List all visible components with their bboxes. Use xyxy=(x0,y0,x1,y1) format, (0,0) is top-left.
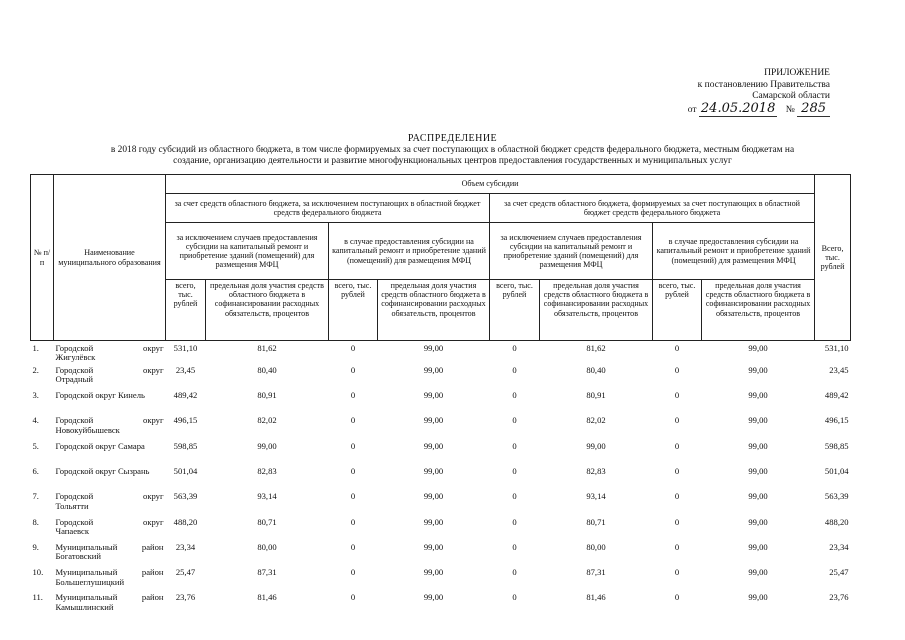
cell-p4: 99,00 xyxy=(748,364,768,375)
subtitle-line-1: в 2018 году субсидий из областного бюджета, в том числе формируемых за счет поступающих в областной бюджет средств федерального бюджета, местным бюджетам на xyxy=(110,145,795,155)
cell-v4: 0 xyxy=(674,364,680,375)
municipality-name xyxy=(54,442,166,467)
cell-p1: 82,83 xyxy=(257,465,277,476)
cell-p1: 81,62 xyxy=(257,343,277,353)
cell-v2: 0 xyxy=(350,415,356,426)
table-row xyxy=(31,416,851,441)
cell-v2: 0 xyxy=(350,567,356,578)
row-number: 4. xyxy=(32,415,39,426)
header-sub-excl-2: за исключением случаев предоставления субсидии на капитальный ремонт и приобретение зданий (помещений) для размещения МФЦ xyxy=(490,223,653,280)
cell-v3: 0 xyxy=(512,364,517,375)
appendix-block xyxy=(650,68,830,116)
table-row xyxy=(31,467,851,492)
table-row xyxy=(31,518,851,543)
cell-p1: 87,31 xyxy=(257,567,277,578)
row-number: 2. xyxy=(32,364,39,375)
municipality-name xyxy=(54,568,166,593)
table-row xyxy=(31,366,851,391)
cell-v4: 0 xyxy=(674,440,680,451)
row-number: 6. xyxy=(32,465,39,476)
municipality-type: Городской округ Самара xyxy=(55,440,145,451)
cell-p2: 99,00 xyxy=(423,516,444,527)
cell-p4: 99,00 xyxy=(748,491,768,502)
header-total-2: всего, тыс. рублей xyxy=(329,280,378,341)
number-label: № xyxy=(785,104,795,115)
cell-p4: 99,00 xyxy=(748,343,768,353)
row-number: 11. xyxy=(32,592,43,603)
cell-p4: 99,00 xyxy=(748,541,768,552)
cell-v3: 0 xyxy=(512,390,517,401)
cell-p3: 81,46 xyxy=(586,592,606,603)
cell-v4: 0 xyxy=(674,592,680,603)
municipality-type: Городской округ Кинель xyxy=(55,390,145,401)
appendix-date-line xyxy=(650,100,830,117)
municipality-type: Городской округ Сызрань xyxy=(55,465,150,476)
cell-p2: 99,00 xyxy=(423,364,444,375)
table-row xyxy=(31,341,851,366)
cell-v1: 23,45 xyxy=(175,364,196,375)
municipality-title: Камышлинский xyxy=(55,601,114,612)
cell-p1: 80,91 xyxy=(257,390,277,401)
table-row xyxy=(31,543,851,568)
header-share-3: предельная доля участия средств областного бюджета в софинансировании расходных обязательств, процентов xyxy=(540,280,653,341)
cell-v1: 598,85 xyxy=(173,440,198,451)
cell-p3: 80,40 xyxy=(586,364,606,375)
municipality-name xyxy=(54,391,166,416)
cell-p2: 99,00 xyxy=(423,390,444,401)
header-volume: Объем субсидии xyxy=(166,175,815,194)
cell-p3: 93,14 xyxy=(586,491,606,502)
cell-p2: 99,00 xyxy=(423,343,444,353)
cell-v2: 0 xyxy=(350,592,356,603)
municipality-type-suffix: округ xyxy=(143,364,164,375)
cell-p3: 80,71 xyxy=(586,516,606,527)
municipality-type: Городской xyxy=(55,491,94,502)
cell-v2: 0 xyxy=(350,390,356,401)
from-label: от xyxy=(687,104,697,115)
document-subtitle xyxy=(20,145,885,167)
cell-total: 496,15 xyxy=(824,415,849,426)
cell-total: 563,39 xyxy=(824,491,849,502)
municipality-title: Жигулёвск xyxy=(55,352,96,363)
cell-p2: 99,00 xyxy=(423,465,444,476)
cell-v2: 0 xyxy=(350,364,356,375)
table-row xyxy=(31,568,851,593)
cell-v1: 23,34 xyxy=(175,541,196,552)
municipality-type: Муниципальный xyxy=(55,592,118,603)
municipality-name xyxy=(54,341,166,366)
cell-p2: 99,00 xyxy=(423,592,444,603)
cell-v4: 0 xyxy=(674,415,680,426)
cell-p1: 80,40 xyxy=(257,364,277,375)
cell-p3: 99,00 xyxy=(586,440,606,451)
cell-total: 23,34 xyxy=(829,541,849,552)
appendix-line-region: Самарской области xyxy=(752,91,830,101)
header-sub-case-1: в случае предоставления субсидии на капитальный ремонт и приобретение зданий (помещений) для размещения МФЦ xyxy=(329,223,490,280)
cell-p2: 99,00 xyxy=(423,440,444,451)
municipality-type: Муниципальный xyxy=(55,567,118,578)
cell-v1: 501,04 xyxy=(173,465,198,476)
cell-p2: 99,00 xyxy=(423,491,444,502)
handwritten-number: 285 xyxy=(797,101,830,117)
header-total-4: всего, тыс. рублей xyxy=(653,280,702,341)
cell-total: 23,45 xyxy=(829,364,849,375)
municipality-type-suffix: округ xyxy=(143,415,164,426)
cell-v4: 0 xyxy=(674,541,680,552)
cell-p4: 99,00 xyxy=(748,592,768,603)
municipality-name xyxy=(54,543,166,568)
municipality-name xyxy=(54,492,166,517)
municipality-type-suffix: район xyxy=(141,567,164,578)
cell-v2: 0 xyxy=(350,465,356,476)
municipality-type: Городской xyxy=(55,364,94,375)
cell-v4: 0 xyxy=(674,491,680,502)
cell-v3: 0 xyxy=(512,592,517,603)
row-number: 7. xyxy=(32,491,39,502)
municipality-type-suffix: район xyxy=(141,592,164,603)
header-share-2: предельная доля участия средств областного бюджета в софинансировании расходных обязательств, процентов xyxy=(378,280,490,341)
cell-p1: 80,00 xyxy=(257,541,277,552)
municipality-type-suffix: округ xyxy=(143,516,164,527)
subsidy-table xyxy=(30,174,851,619)
municipality-type: Городской xyxy=(55,343,94,353)
cell-v1: 488,20 xyxy=(173,516,198,527)
cell-p1: 99,00 xyxy=(257,440,277,451)
row-number: 5. xyxy=(32,440,39,451)
cell-v3: 0 xyxy=(512,415,517,426)
municipality-name xyxy=(54,593,166,618)
appendix-line-resolution: к постановлению Правительства xyxy=(697,79,830,90)
municipality-name xyxy=(54,467,166,492)
cell-p4: 99,00 xyxy=(748,465,768,476)
cell-v3: 0 xyxy=(512,516,517,527)
cell-p2: 99,00 xyxy=(423,541,444,552)
cell-p1: 81,46 xyxy=(257,592,277,603)
cell-v3: 0 xyxy=(512,465,517,476)
cell-p3: 82,83 xyxy=(586,465,606,476)
cell-v2: 0 xyxy=(350,491,356,502)
header-sub-case-2: в случае предоставления субсидии на капитальный ремонт и приобретение зданий (помещений) для размещения МФЦ xyxy=(653,223,815,280)
appendix-title: ПРИЛОЖЕНИЕ xyxy=(764,68,830,78)
cell-p3: 81,62 xyxy=(586,343,606,353)
municipality-type: Муниципальный xyxy=(55,541,118,552)
cell-v4: 0 xyxy=(674,465,680,476)
header-share-1: предельная доля участия средств областного бюджета в софинансировании расходных обязательств, процентов xyxy=(206,280,329,341)
municipality-type-suffix: округ xyxy=(143,343,164,353)
cell-p4: 99,00 xyxy=(748,390,768,401)
municipality-title: Большеглушицкий xyxy=(55,576,125,587)
municipality-title: Тольятти xyxy=(55,500,89,511)
table-row xyxy=(31,442,851,467)
cell-v3: 0 xyxy=(512,343,517,353)
row-number: 8. xyxy=(32,516,39,527)
cell-v2: 0 xyxy=(350,516,356,527)
municipality-type: Городской xyxy=(55,516,94,527)
row-number: 1. xyxy=(32,343,39,353)
cell-v4: 0 xyxy=(674,343,680,353)
municipality-type-suffix: район xyxy=(141,541,164,552)
cell-p1: 82,02 xyxy=(257,415,277,426)
table-row xyxy=(31,593,851,618)
table-row xyxy=(31,492,851,517)
municipality-name xyxy=(54,518,166,543)
municipality-type-suffix: округ xyxy=(143,491,164,502)
header-share-4: предельная доля участия средств областного бюджета в софинансировании расходных обязательств, процентов xyxy=(702,280,815,341)
cell-v3: 0 xyxy=(512,491,517,502)
subtitle-line-2: создание, организацию деятельности и развитие многофункциональных центров предоставления государственных и муниципальных услуг xyxy=(173,156,732,166)
header-group-federal: за счет средств областного бюджета, формируемых за счет поступающих в областной бюджет средств федерального бюджета xyxy=(490,194,815,223)
header-name: Наименование муниципального образования xyxy=(54,175,166,341)
municipality-title: Новокуйбышевск xyxy=(55,424,120,435)
row-number: 9. xyxy=(32,541,39,552)
municipality-title: Чапаевск xyxy=(55,525,90,536)
document-title: РАСПРЕДЕЛЕНИЕ xyxy=(407,133,498,144)
municipality-title: Отрадный xyxy=(55,374,94,385)
cell-v1: 563,39 xyxy=(173,491,198,502)
cell-total: 531,10 xyxy=(824,343,849,353)
cell-total: 488,20 xyxy=(824,516,849,527)
cell-p4: 99,00 xyxy=(748,440,768,451)
municipality-name xyxy=(54,366,166,391)
cell-p4: 99,00 xyxy=(748,516,768,527)
cell-total: 23,76 xyxy=(829,592,849,603)
cell-v1: 489,42 xyxy=(173,390,198,401)
cell-p1: 93,14 xyxy=(257,491,277,502)
header-grand-total: Всего, тыс. рублей xyxy=(815,175,851,341)
cell-v4: 0 xyxy=(674,390,680,401)
cell-v4: 0 xyxy=(674,516,680,527)
cell-v3: 0 xyxy=(512,541,517,552)
cell-total: 598,85 xyxy=(824,440,849,451)
table-row xyxy=(31,391,851,416)
cell-v3: 0 xyxy=(512,440,517,451)
cell-p4: 99,00 xyxy=(748,567,768,578)
municipality-name xyxy=(54,416,166,441)
cell-total: 489,42 xyxy=(824,390,849,401)
header-no: № п/п xyxy=(31,175,54,341)
cell-p3: 82,02 xyxy=(586,415,606,426)
table-body xyxy=(31,341,851,619)
header-total-3: всего, тыс. рублей xyxy=(490,280,540,341)
cell-p3: 80,00 xyxy=(586,541,606,552)
cell-total: 501,04 xyxy=(824,465,849,476)
cell-v4: 0 xyxy=(674,567,680,578)
cell-v1: 25,47 xyxy=(175,567,196,578)
cell-p3: 80,91 xyxy=(586,390,606,401)
row-number: 10. xyxy=(32,567,44,578)
cell-v3: 0 xyxy=(512,567,517,578)
cell-p3: 87,31 xyxy=(586,567,606,578)
cell-v2: 0 xyxy=(350,541,356,552)
municipality-type: Городской xyxy=(55,415,94,426)
municipality-title: Богатовский xyxy=(55,551,101,562)
row-number: 3. xyxy=(32,390,39,401)
header-group-regional: за счет средств областного бюджета, за исключением поступающих в областной бюджет средств федерального бюджета xyxy=(166,194,490,223)
cell-p2: 99,00 xyxy=(423,567,444,578)
cell-v1: 496,15 xyxy=(173,415,198,426)
cell-v2: 0 xyxy=(350,343,356,353)
cell-total: 25,47 xyxy=(829,567,849,578)
cell-v2: 0 xyxy=(350,440,356,451)
cell-p1: 80,71 xyxy=(257,516,277,527)
handwritten-date: 24.05.2018 xyxy=(700,100,776,116)
cell-v1: 531,10 xyxy=(173,343,198,353)
cell-v1: 23,76 xyxy=(175,592,196,603)
header-total-1: всего, тыс. рублей xyxy=(166,280,206,341)
cell-p2: 99,00 xyxy=(423,415,444,426)
cell-p4: 99,00 xyxy=(748,415,768,426)
header-sub-excl-1: за исключением случаев предоставления субсидии на капитальный ремонт и приобретение зданий (помещений) для размещения МФЦ xyxy=(166,223,329,280)
